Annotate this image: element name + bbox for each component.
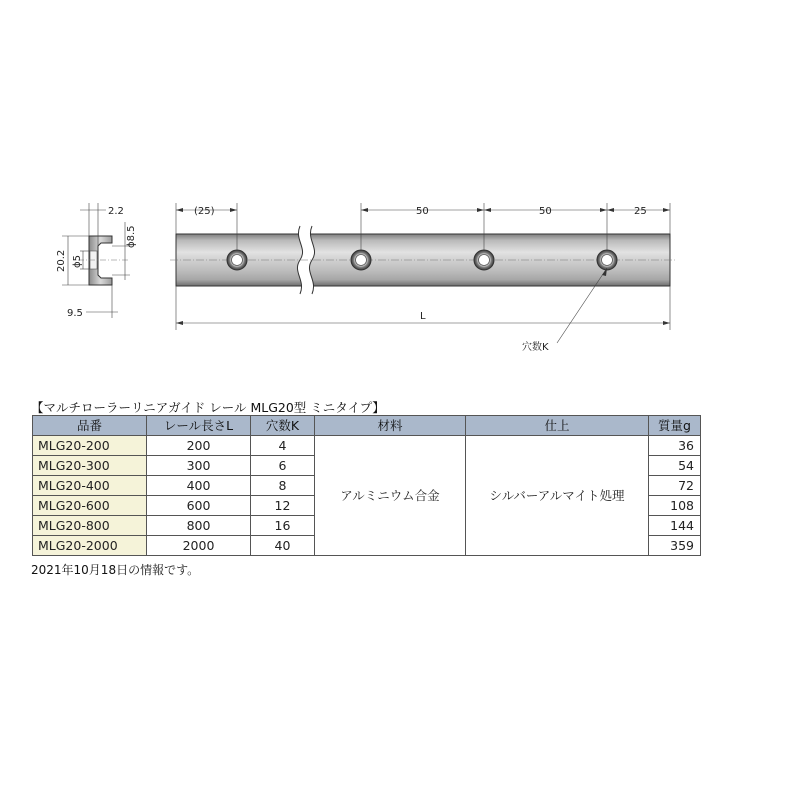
side-view	[170, 203, 676, 353]
dim-top-label: 2.2	[108, 206, 124, 217]
header-part-number: 品番	[33, 416, 147, 436]
part-number-cell: MLG20-600	[33, 496, 147, 516]
part-number-cell: MLG20-800	[33, 516, 147, 536]
rail-length-cell: 600	[147, 496, 251, 516]
part-number-cell: MLG20-400	[33, 476, 147, 496]
hole-count-cell: 12	[251, 496, 315, 516]
header-material: 材料	[315, 416, 466, 436]
header-rail-length: レール長さL	[147, 416, 251, 436]
end-view	[56, 203, 137, 319]
finish-cell: シルバーアルマイト処理	[466, 436, 649, 556]
table-row	[33, 436, 701, 456]
spec-table	[32, 415, 701, 556]
part-number-cell: MLG20-2000	[33, 536, 147, 556]
dim-height-label: 20.2	[56, 249, 67, 272]
mounting-hole	[474, 250, 494, 270]
dim-outer-prefix: ϕ	[126, 241, 137, 248]
mass-cell: 54	[649, 456, 701, 476]
table-title: 【マルチローラーリニアガイド レール MLG20型 ミニタイプ】	[31, 400, 385, 415]
mounting-hole	[597, 250, 617, 270]
dim-outer-label	[126, 225, 137, 248]
rail-length-cell: 400	[147, 476, 251, 496]
header-hole-count: 穴数K	[251, 416, 315, 436]
mass-cell: 36	[649, 436, 701, 456]
hole-count-cell: 16	[251, 516, 315, 536]
mass-cell: 72	[649, 476, 701, 496]
dim-inner-value: 5	[72, 255, 83, 262]
dim-inner-label	[72, 255, 83, 268]
date-note: 2021年10月18日の情報です。	[31, 563, 200, 577]
dim-bottom-label: 9.5	[67, 308, 83, 319]
hole-count-cell: 8	[251, 476, 315, 496]
technical-drawing	[0, 0, 800, 380]
hole-callout-label: 穴数K	[522, 342, 549, 353]
hole-count-cell: 6	[251, 456, 315, 476]
mounting-hole	[351, 250, 371, 270]
header-mass: 質量g	[649, 416, 701, 436]
dim-outer-value: 8.5	[126, 225, 137, 242]
dim-length-label: L	[420, 311, 426, 322]
part-number-cell: MLG20-300	[33, 456, 147, 476]
table-header-row	[33, 416, 701, 436]
mass-cell: 108	[649, 496, 701, 516]
dim-end-label: 25	[634, 206, 647, 217]
material-cell: アルミニウム合金	[315, 436, 466, 556]
mass-cell: 359	[649, 536, 701, 556]
dim-inner-prefix: ϕ	[72, 261, 83, 268]
hole-count-cell: 40	[251, 536, 315, 556]
rail-length-cell: 200	[147, 436, 251, 456]
dim-pitch-1-label: 50	[416, 206, 429, 217]
mass-cell: 144	[649, 516, 701, 536]
dim-pitch-2-label: 50	[539, 206, 552, 217]
rail-length-cell: 2000	[147, 536, 251, 556]
dim-first-pitch-label: (25)	[194, 206, 215, 217]
header-finish: 仕上	[466, 416, 649, 436]
rail-length-cell: 300	[147, 456, 251, 476]
mounting-hole	[227, 250, 247, 270]
rail-length-cell: 800	[147, 516, 251, 536]
hole-count-cell: 4	[251, 436, 315, 456]
part-number-cell: MLG20-200	[33, 436, 147, 456]
